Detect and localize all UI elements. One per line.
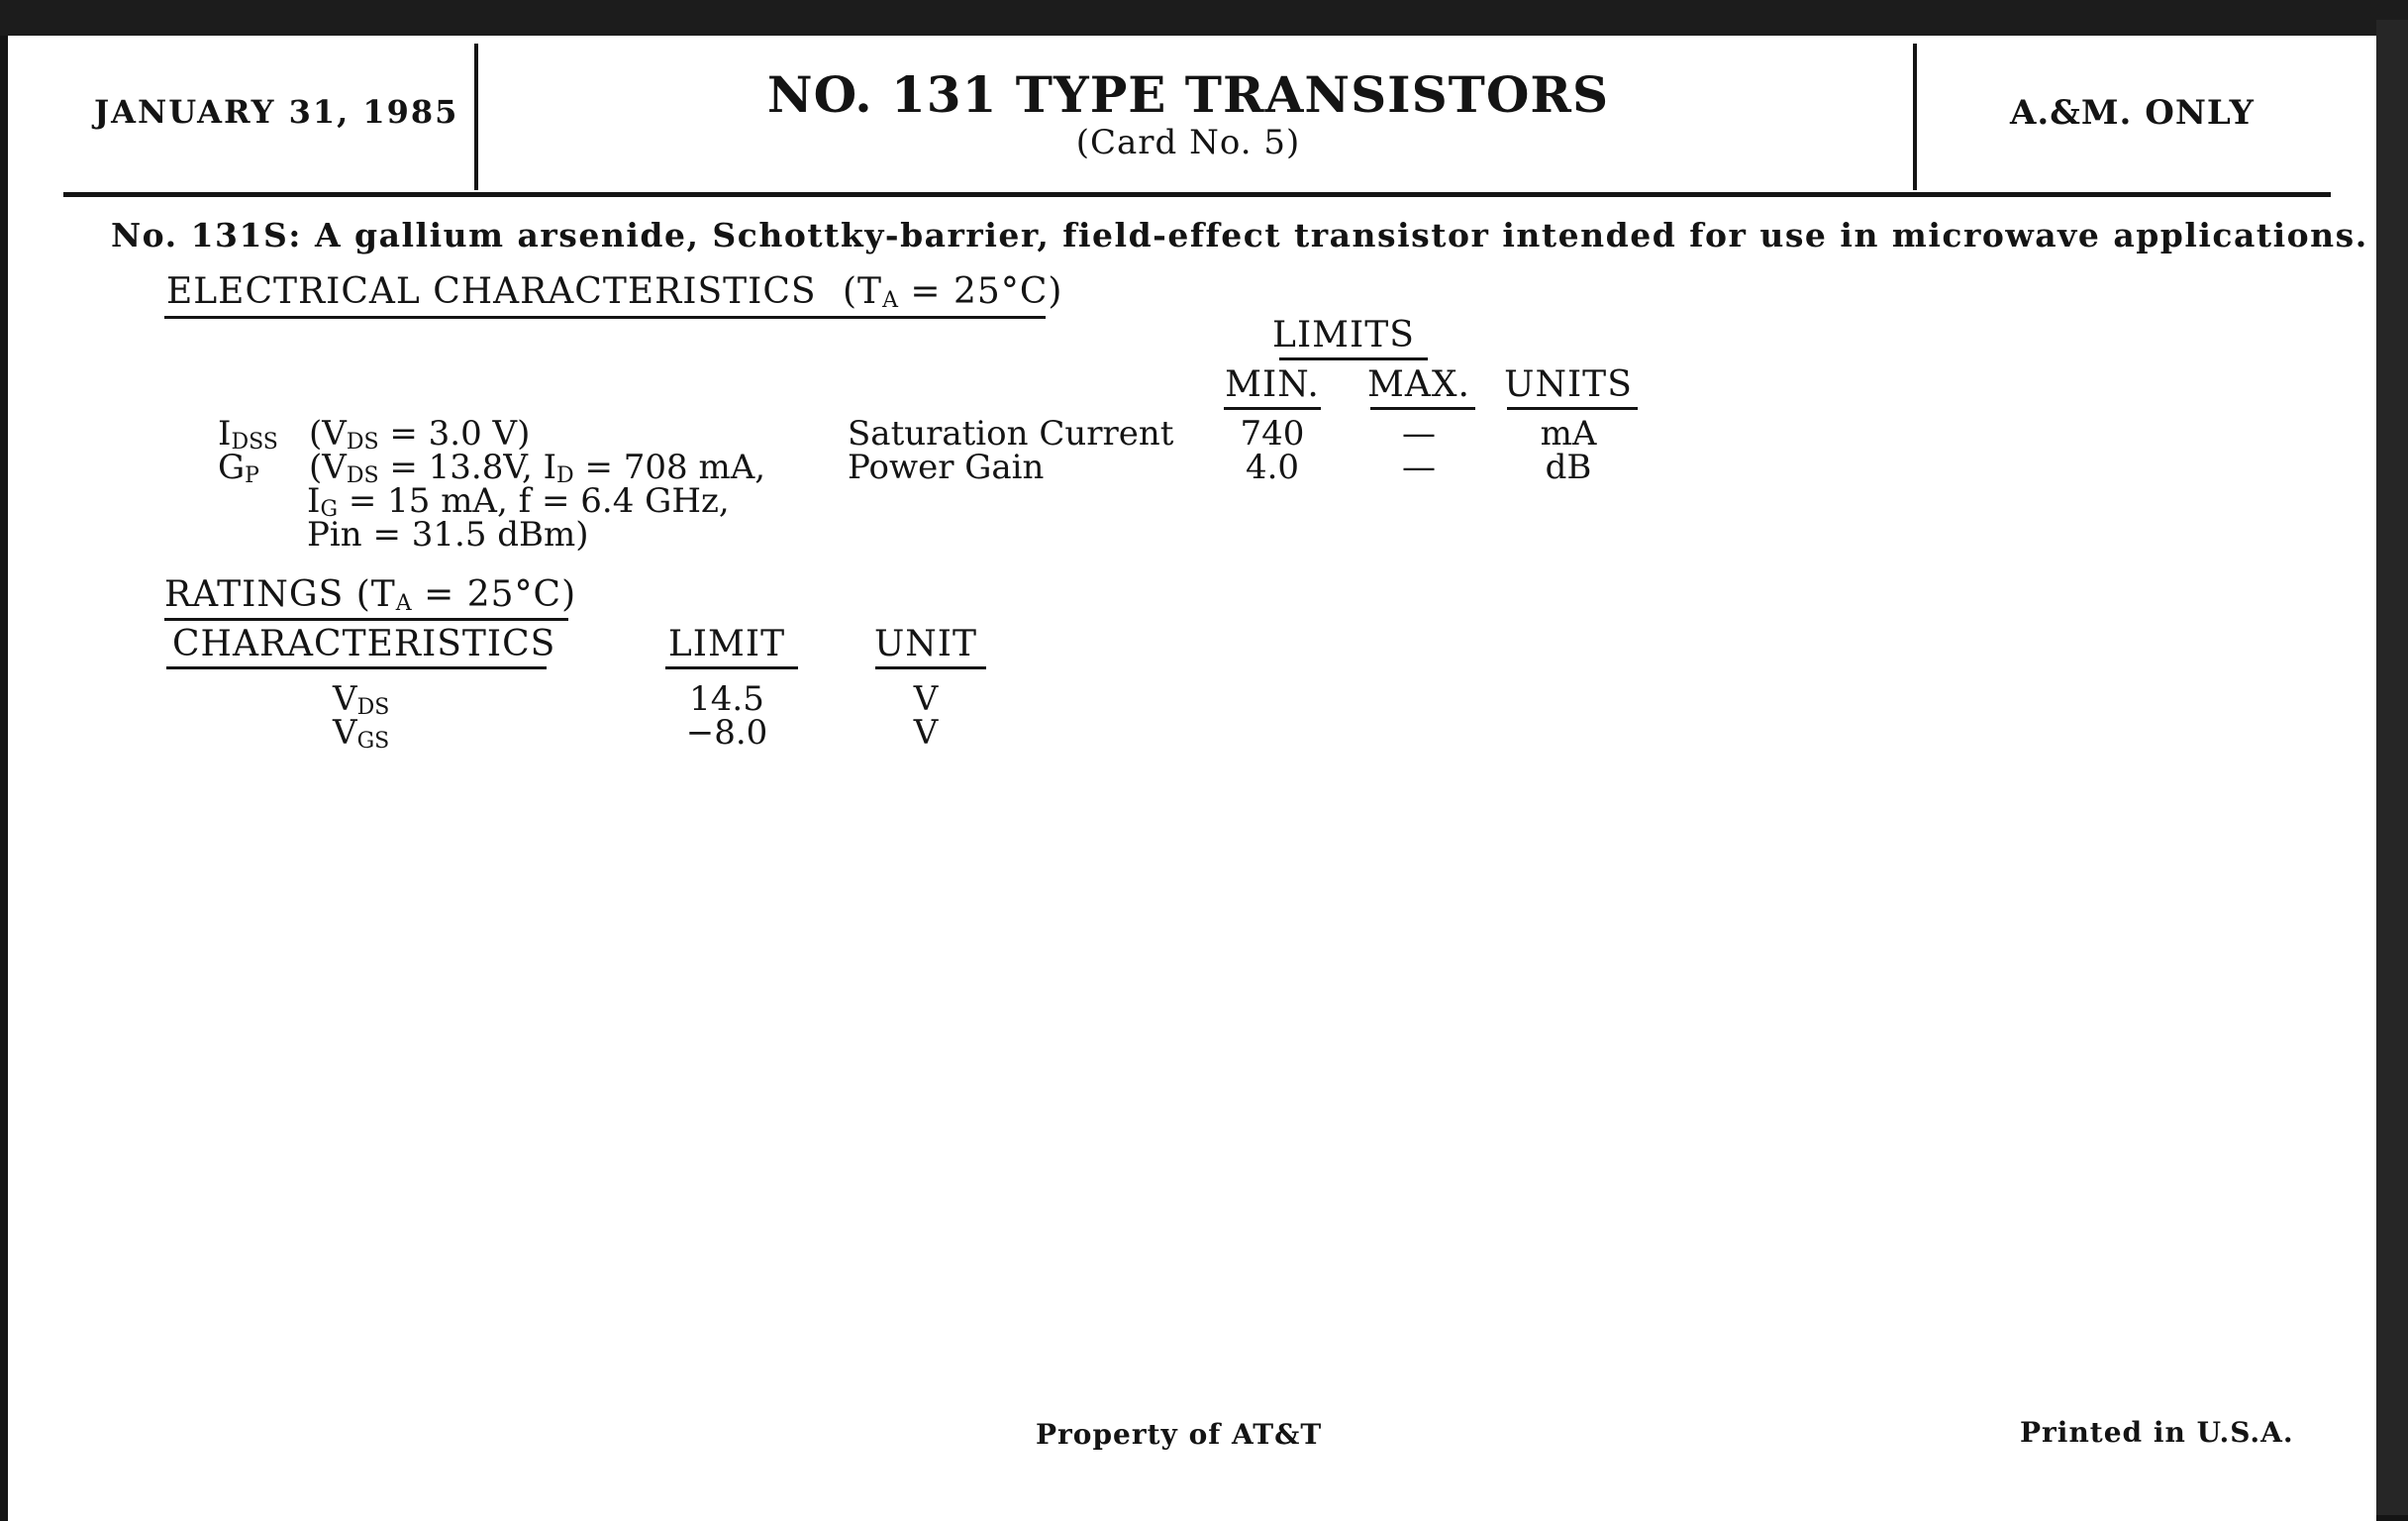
col-min: MIN. [1225, 364, 1320, 405]
card-title: NO. 131 TYPE TRANSISTORS [766, 65, 1610, 124]
test-condition: $I_G = 15$ mA, f = 6.4 GHz, [307, 481, 730, 522]
distribution-notice: A.&M. ONLY [2010, 93, 2255, 133]
limits-label: LIMITS [1272, 315, 1415, 355]
rating-unit: V [913, 713, 939, 753]
printed-notice: Printed in U.S.A. [2020, 1416, 2294, 1449]
rating-symbol: $V_{GS}$ [333, 713, 390, 754]
rating-unit: V [913, 679, 939, 719]
col-characteristics-underline [166, 666, 547, 669]
param-max: — [1402, 448, 1436, 487]
col-limit: LIMIT [667, 624, 786, 664]
rating-symbol: $V_{DS}$ [333, 679, 390, 720]
col-characteristics: CHARACTERISTICS [172, 624, 556, 664]
col-units-underline [1507, 407, 1638, 410]
device-description: No. 131S: A gallium arsenide, Schottky-barrier, field-effect transistor intended for use in microwave applications. [111, 216, 2368, 254]
limits-underline [1279, 357, 1428, 360]
data-card [8, 36, 2376, 1521]
param-name: Saturation Current [848, 414, 1174, 454]
test-condition: ($V_{DS} = 3.0$ V) [309, 414, 531, 455]
test-condition: Pin = 31.5 dBm) [307, 515, 589, 555]
header-divider-left [474, 44, 478, 190]
scan-right-edge [2376, 20, 2408, 1515]
param-name: Power Gain [848, 448, 1045, 487]
rating-limit: 14.5 [689, 679, 764, 719]
param-min: 4.0 [1245, 448, 1300, 487]
param-units: mA [1540, 414, 1597, 454]
scan-top-edge [0, 0, 2408, 36]
col-max: MAX. [1367, 364, 1470, 405]
electrical-heading: ELECTRICAL CHARACTERISTICS $(T_A = 25^\circ C)$ [166, 271, 1063, 313]
ratings-heading-underline [164, 618, 568, 621]
property-notice: Property of AT&T [1036, 1418, 1323, 1451]
param-max: — [1402, 414, 1436, 454]
col-min-underline [1224, 407, 1321, 410]
col-units: UNITS [1504, 364, 1633, 405]
electrical-heading-underline [164, 316, 1046, 319]
param-symbol: $I_{DSS}$ [218, 414, 278, 455]
col-max-underline [1370, 407, 1475, 410]
col-unit-underline [875, 666, 986, 669]
card-date: JANUARY 31, 1985 [94, 93, 459, 131]
electrical-heading-main: ELECTRICAL CHARACTERISTICS [166, 271, 817, 312]
col-unit: UNIT [873, 624, 978, 664]
rating-limit: −8.0 [685, 713, 768, 753]
col-limit-underline [665, 666, 798, 669]
header-divider-right [1913, 44, 1917, 190]
param-min: 740 [1240, 414, 1305, 454]
test-condition: ($V_{DS} = 13.8V$, $I_D = 708$ mA, [309, 448, 766, 488]
ratings-heading: RATINGS $(T_A = 25^\circ C)$ [164, 574, 577, 616]
card-number: (Card No. 5) [1075, 123, 1301, 162]
header-rule [63, 192, 2331, 197]
param-symbol: $G_P$ [218, 448, 259, 488]
param-units: dB [1545, 448, 1592, 487]
